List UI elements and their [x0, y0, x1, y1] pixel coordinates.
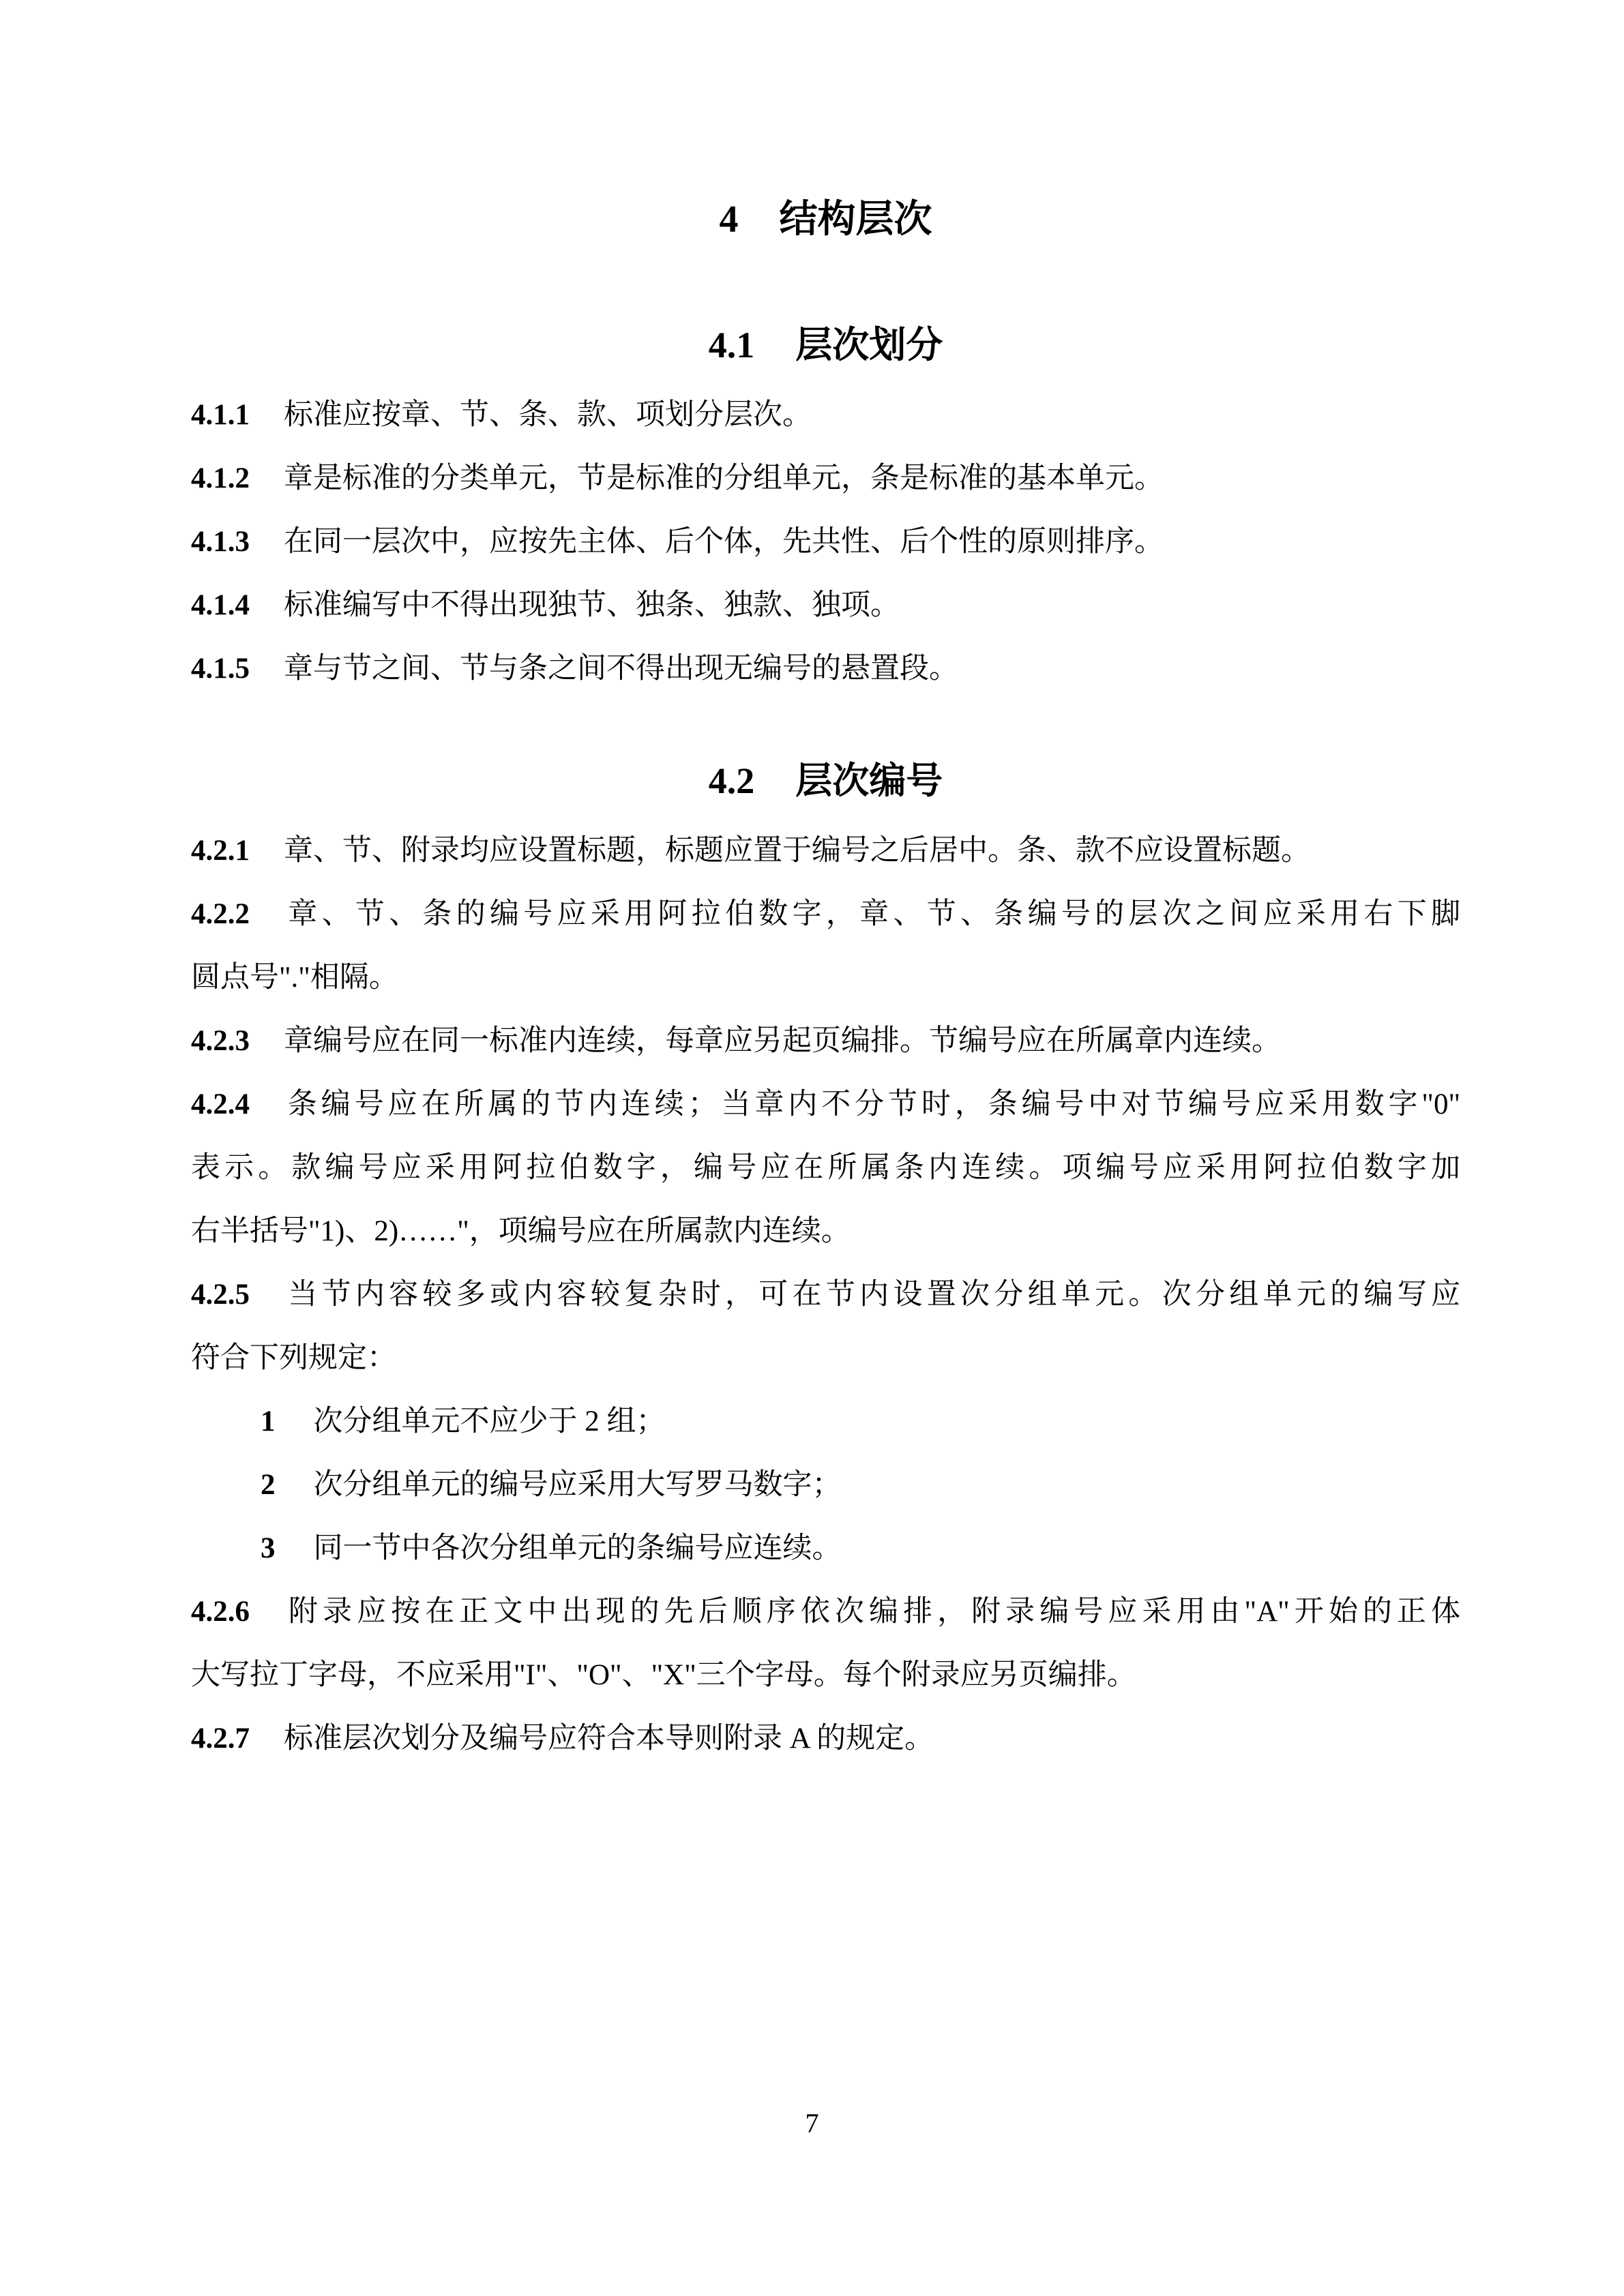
- clause-number: 4.2.5: [191, 1279, 250, 1311]
- clause-text: 当节内容较多或内容较复杂时，可在节内设置次分组单元。次分组单元的编写应: [284, 1279, 1460, 1311]
- clause-text: 章是标准的分类单元，节是标准的分组单元，条是标准的基本单元。: [284, 462, 1164, 494]
- chapter-title: 结构层次: [779, 198, 932, 241]
- subitem-number: 2: [261, 1469, 276, 1501]
- clause-text: 章、节、条的编号应采用阿拉伯数字，章、节、条编号的层次之间应采用右下脚: [284, 898, 1460, 930]
- clause-4-2-5-line-2: [191, 1326, 1460, 1390]
- clause-text: 章、节、附录均应设置标题，标题应置于编号之后居中。条、款不应设置标题。: [284, 835, 1310, 867]
- section-number: 4.2: [708, 760, 755, 801]
- chapter-heading: [191, 184, 1460, 255]
- clause-text: 符合下列规定：: [191, 1342, 396, 1374]
- clause-4-2-2-line-2: [191, 946, 1460, 1009]
- clause-number: 4.1.2: [191, 462, 250, 494]
- clause-4-2-4-line-3: [191, 1199, 1460, 1263]
- clause-4-2-1: [191, 819, 1460, 882]
- clause-number: 4.2.6: [191, 1596, 250, 1628]
- clause-number: 4.1.5: [191, 653, 250, 685]
- clause-4-2-4-line-2: [191, 1136, 1460, 1199]
- clause-4-1-3: [191, 510, 1460, 573]
- clause-4-1-4: [191, 573, 1460, 637]
- section-heading-4-2: [191, 745, 1460, 816]
- clause-text: 章编号应在同一标准内连续，每章应另起页编排。节编号应在所属章内连续。: [284, 1025, 1281, 1057]
- subitem-1: [191, 1390, 1460, 1453]
- clause-text: 标准编写中不得出现独节、独条、独款、独项。: [284, 589, 900, 621]
- page-number: 7: [805, 2108, 819, 2138]
- chapter-number: 4: [719, 198, 739, 241]
- section-heading-4-1: [191, 310, 1460, 381]
- clause-text: 标准层次划分及编号应符合本导则附录 A 的规定。: [284, 1723, 934, 1755]
- clause-number: 4.2.4: [191, 1088, 250, 1120]
- clause-text: 标准应按章、节、条、款、项划分层次。: [284, 399, 812, 431]
- clause-number: 4.1.3: [191, 526, 250, 558]
- clause-text: 附录应按在正文中出现的先后顺序依次编排，附录编号应采用由"A"开始的正体: [284, 1596, 1460, 1628]
- clause-text: 条编号应在所属的节内连续；当章内不分节时，条编号中对节编号应采用数字"0": [284, 1088, 1460, 1120]
- clause-number: 4.2.2: [191, 898, 250, 930]
- subitem-text: 次分组单元不应少于 2 组；: [313, 1405, 666, 1437]
- page-footer: [0, 2091, 1624, 2155]
- section-title: 层次编号: [795, 760, 943, 801]
- clause-4-1-5: [191, 637, 1460, 700]
- clause-4-2-7: [191, 1707, 1460, 1770]
- clause-4-2-3: [191, 1009, 1460, 1073]
- clause-text: 右半括号"1)、2)……"，项编号应在所属款内连续。: [191, 1215, 851, 1247]
- section-number: 4.1: [708, 325, 755, 366]
- clause-text: 在同一层次中，应按先主体、后个体，先共性、后个性的原则排序。: [284, 526, 1164, 558]
- clause-4-2-5-line-1: [191, 1263, 1460, 1326]
- clause-number: 4.1.4: [191, 589, 250, 621]
- section-title: 层次划分: [795, 325, 943, 366]
- clause-text: 章与节之间、节与条之间不得出现无编号的悬置段。: [284, 653, 958, 685]
- clause-number: 4.2.3: [191, 1025, 250, 1057]
- subitem-number: 3: [261, 1532, 276, 1564]
- clause-number: 4.1.1: [191, 399, 250, 431]
- subitem-text: 次分组单元的编号应采用大写罗马数字；: [313, 1469, 842, 1501]
- clause-4-2-6-line-2: [191, 1643, 1460, 1707]
- clause-4-1-2: [191, 447, 1460, 510]
- subitem-text: 同一节中各次分组单元的条编号应连续。: [313, 1532, 842, 1564]
- clause-4-1-1: [191, 383, 1460, 447]
- subitem-2: [191, 1453, 1460, 1517]
- subitem-3: [191, 1517, 1460, 1580]
- clause-4-2-4-line-1: [191, 1073, 1460, 1136]
- subitem-number: 1: [261, 1405, 276, 1437]
- clause-text: 大写拉丁字母，不应采用"I"、"O"、"X"三个字母。每个附录应另页编排。: [191, 1659, 1136, 1691]
- clause-4-2-2-line-1: [191, 882, 1460, 946]
- clause-number: 4.2.1: [191, 835, 250, 867]
- clause-text: 表示。款编号应采用阿拉伯数字，编号应在所属条内连续。项编号应采用阿拉伯数字加: [191, 1152, 1460, 1184]
- clause-text: 圆点号"."相隔。: [191, 961, 398, 994]
- clause-4-2-6-line-1: [191, 1580, 1460, 1643]
- clause-number: 4.2.7: [191, 1723, 250, 1755]
